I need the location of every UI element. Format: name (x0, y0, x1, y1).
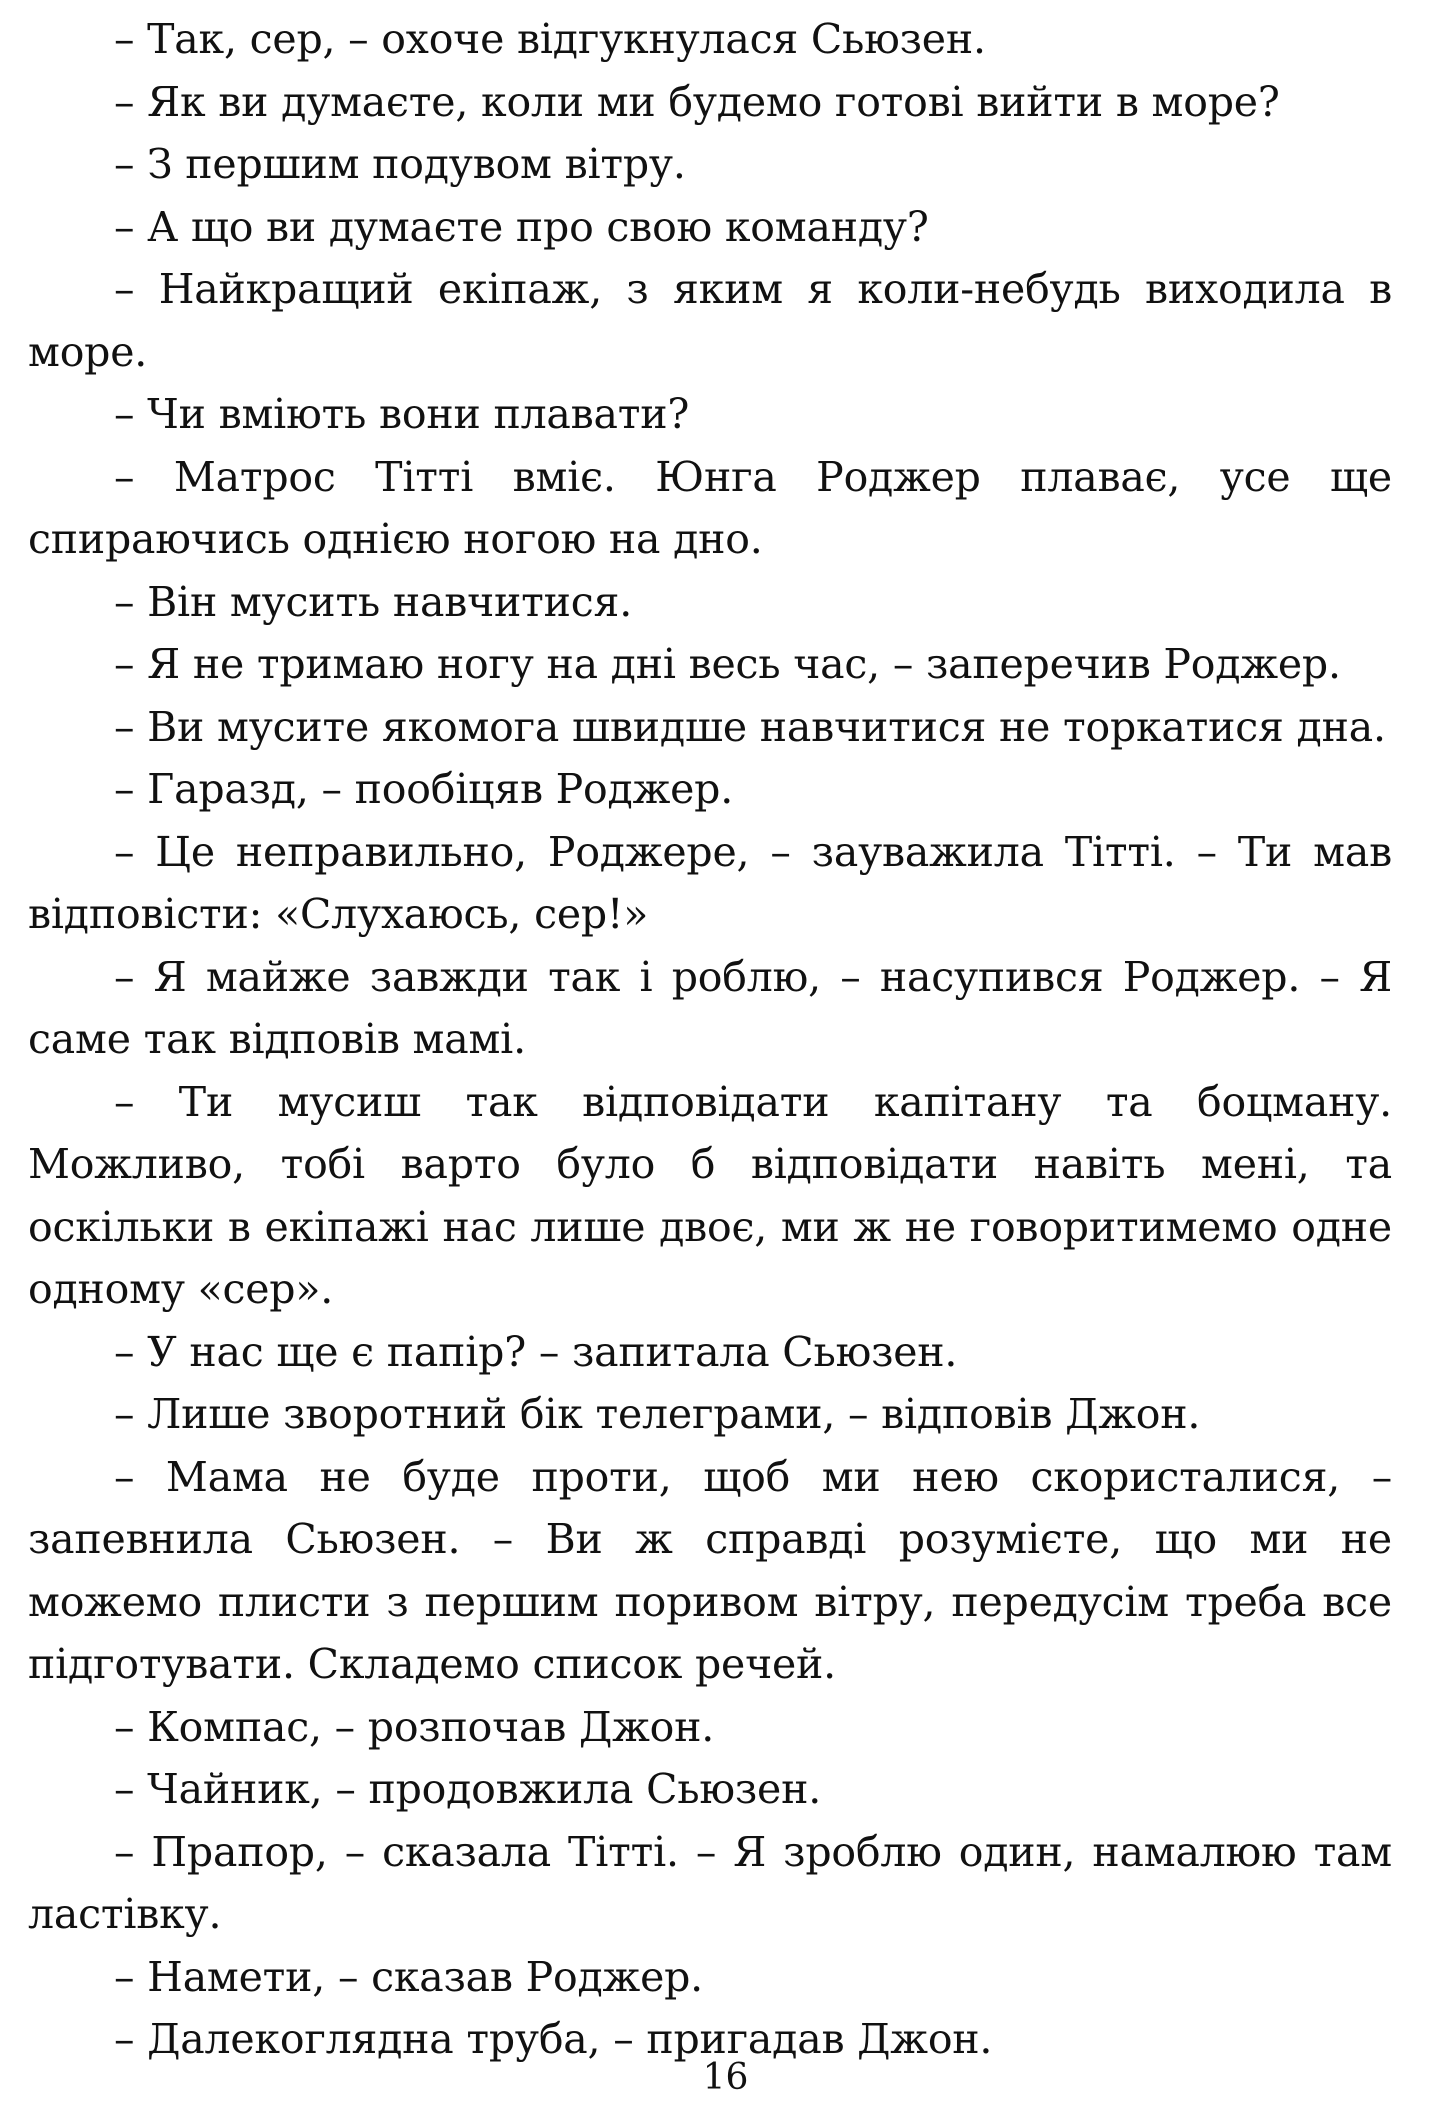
paragraph: – Намети, – сказав Роджер. (114, 1952, 704, 2001)
paragraph: – Прапор, – сказала Тітті. – Я зроблю один, намалюю там ластівку. (28, 1827, 1392, 1938)
paragraph: – Чи вміють вони плавати? (114, 390, 690, 438)
paragraph: – А що ви думаєте про свою команду? (114, 202, 929, 251)
page-number: 16 (702, 2057, 749, 2098)
paragraph: – Я не тримаю ногу на дні весь час, – заперечив Роджер. (114, 640, 1341, 688)
paragraph: – Лише зворотний бік телеграми, – відповів Джон. (114, 1390, 1201, 1438)
paragraph: – Матрос Тітті вміє. Юнга Роджер плаває, усе ще спираючись однією ногою на дно. (28, 452, 1392, 563)
paragraph: – Ви мусите якомога швидше навчитися не торкатися дна. (114, 702, 1386, 751)
paragraph: – Далекоглядна труба, – пригадав Джон. (114, 2015, 993, 2063)
paragraph: – Компас, – розпочав Джон. (114, 1702, 715, 1751)
body-text (28, 8, 1392, 2071)
paragraph: – Він мусить навчитися. (114, 577, 633, 626)
paragraph: – Чайник, – продовжила Сьюзен. (114, 1765, 822, 1813)
paragraph: – Ти мусиш так відповідати капітану та боцману. Можливо, тобі варто було б відповідати навіть мені, та оскільки в екіпажі нас лише двоє, ми ж не говоритимемо одне одному «сер». (28, 1077, 1392, 1313)
paragraph: – З першим подувом вітру. (114, 140, 686, 188)
paragraph: – Це неправильно, Роджере, – зауважила Тітті. – Ти мав відповісти: «Слухаюсь, сер!» (28, 827, 1392, 938)
paragraph: – Я майже завжди так і роблю, – насупився Роджер. – Я саме так відповів мамі. (28, 952, 1392, 1063)
paragraph: – Мама не буде проти, щоб ми нею скористалися, – запевнила Сьюзен. – Ви ж справді розумієте, що ми не можемо плисти з першим поривом вітру, передусім треба все підготувати. Складемо список речей. (28, 1452, 1392, 1688)
paragraph: – Гаразд, – пообіцяв Роджер. (114, 765, 734, 813)
paragraph: – Найкращий екіпаж, з яким я коли-небудь виходила в море. (28, 265, 1392, 376)
paragraph: – Так, сер, – охоче відгукнулася Сьюзен. (114, 15, 986, 63)
paragraph: – У нас ще є папір? – запитала Сьюзен. (114, 1327, 958, 1376)
paragraph: – Як ви думаєте, коли ми будемо готові вийти в море? (114, 77, 1280, 126)
